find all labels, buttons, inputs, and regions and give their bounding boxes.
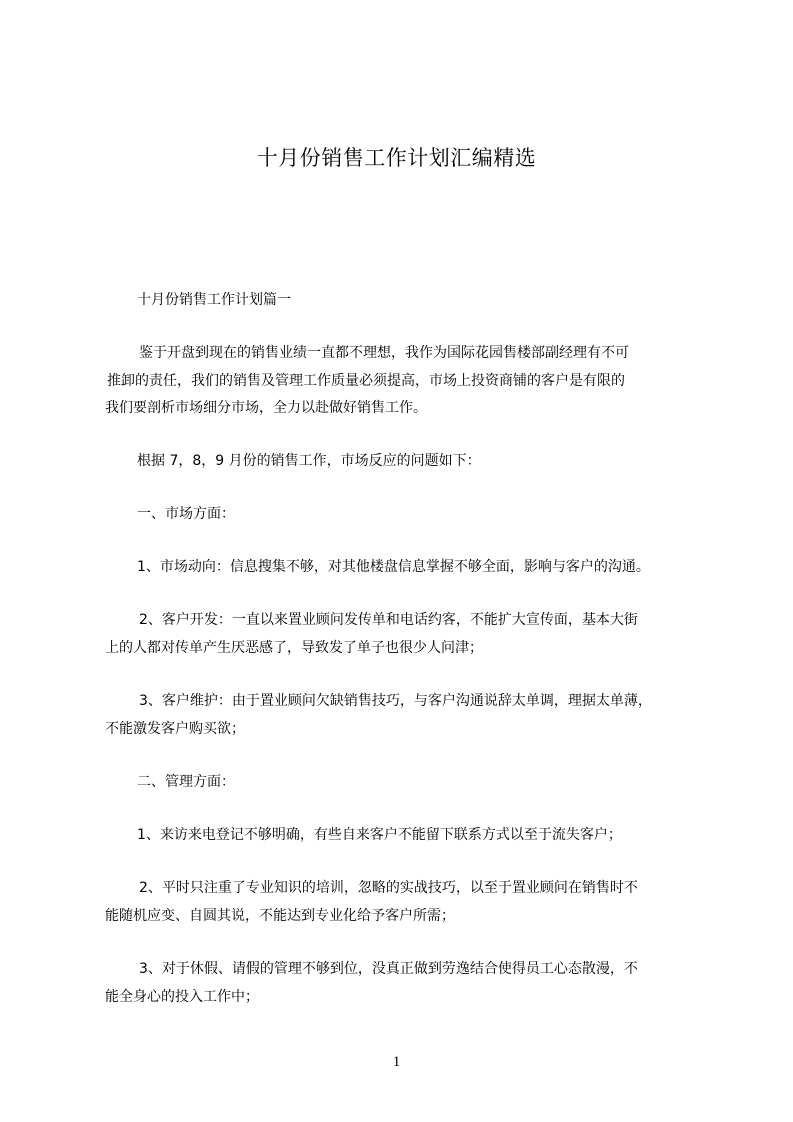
list-item: 1、来访来电登记不够明确，有些自来客户不能留下联系方式以至于流失客户；: [137, 827, 622, 843]
list-item: 1、市场动向：信息搜集不够，对其他楼盘信息掌握不够全面，影响与客户的沟通。: [137, 559, 650, 575]
section-heading: 十月份销售工作计划篇一: [137, 292, 291, 308]
subheading-market: 一、市场方面：: [137, 506, 235, 522]
list-item: 2、客户开发：一直以来置业顾问发传单和电话约客，不能扩大宣传面，基本大街: [139, 612, 638, 628]
list-item: 3、对于休假、请假的管理不够到位，没真正做到劳逸结合使得员工心态散漫，不: [139, 961, 638, 977]
list-item-continuation: 能随机应变、自圆其说，不能达到专业化给予客户所需；: [105, 908, 455, 924]
document-title: 十月份销售工作计划汇编精选: [256, 146, 537, 170]
paragraph-line: 鉴于开盘到现在的销售业绩一直都不理想，我作为国际花园售楼部副经理有不可: [139, 345, 629, 361]
list-item-continuation: 不能激发客户购买欲；: [105, 721, 245, 737]
page-number: 1: [392, 1054, 401, 1070]
list-item: 3、客户维护：由于置业顾问欠缺销售技巧，与客户沟通说辞太单调，理据太单薄，: [139, 693, 652, 709]
list-item-continuation: 上的人都对传单产生厌恶感了，导致发了单子也很少人问津；: [105, 640, 483, 656]
paragraph-line: 我们要剖析市场细分市场，全力以赴做好销售工作。: [105, 400, 427, 416]
list-item-continuation: 能全身心的投入工作中；: [105, 989, 259, 1005]
list-item: 2、平时只注重了专业知识的培训，忽略的实战技巧，以至于置业顾问在销售时不: [139, 880, 638, 896]
subheading-management: 二、管理方面：: [137, 774, 235, 790]
paragraph-line: 推卸的责任，我们的销售及管理工作质量必须提高，市场上投资商铺的客户是有限的: [107, 373, 625, 389]
paragraph-line: 根据 7，8，9 月份的销售工作，市场反应的问题如下：: [137, 453, 481, 469]
